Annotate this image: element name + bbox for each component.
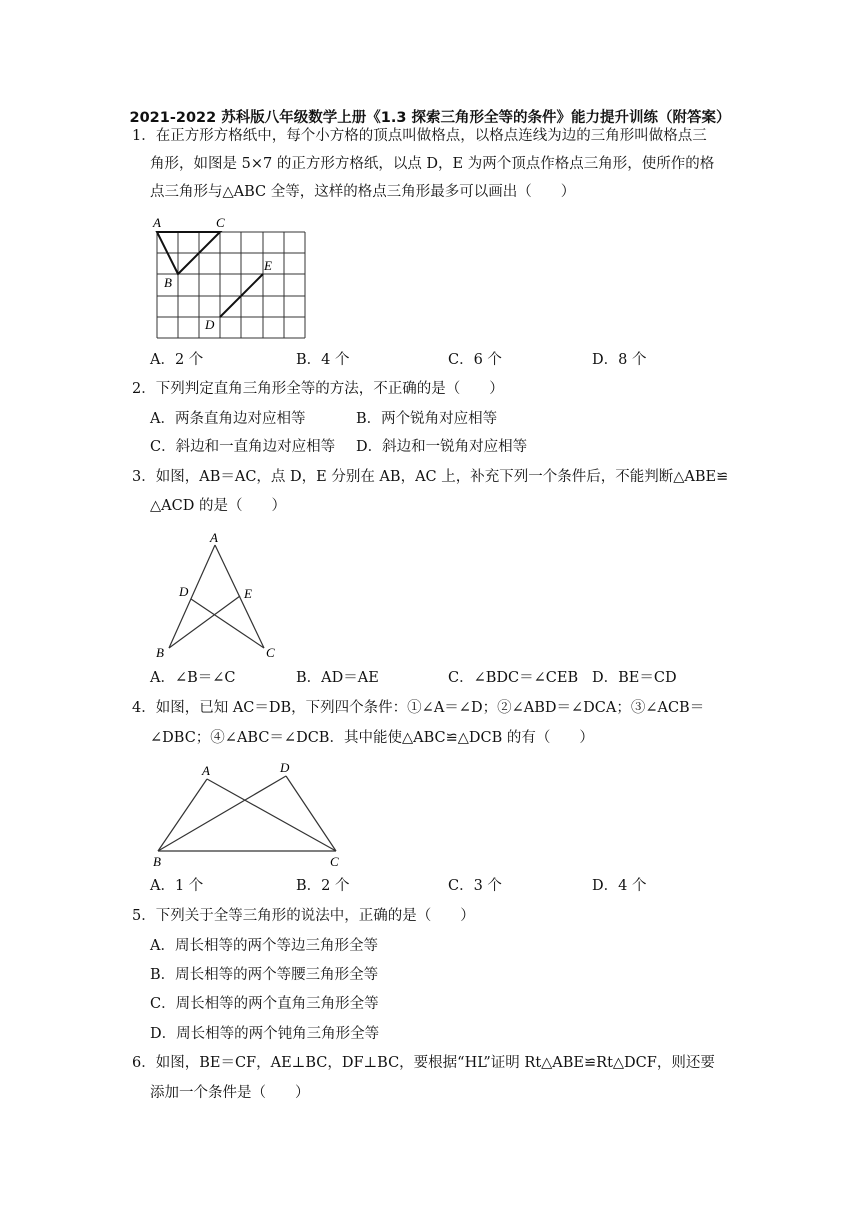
point-label-c: C	[266, 645, 275, 660]
point-label-d: D	[280, 760, 290, 775]
q3-option-b: B．AD＝AE	[296, 670, 379, 686]
q1-option-a: A．2 个	[150, 352, 204, 368]
question-4-figure	[150, 758, 355, 868]
page-title: 2021-2022 苏科版八年级数学上册《1.3 探索三角形全等的条件》能力提升训练（附答案）	[129, 110, 731, 126]
point-label-a: A	[210, 530, 218, 545]
question-4-line-2: ∠DBC；④∠ABC＝∠DCB．其中能使△ABC≌△DCB 的有（ ）	[150, 730, 594, 746]
q5-option-c: C．周长相等的两个直角三角形全等	[150, 996, 379, 1012]
point-label-b: B	[164, 275, 172, 290]
q4-option-a: A．1 个	[150, 878, 204, 894]
point-label-d: D	[179, 584, 189, 599]
point-label-e: E	[264, 258, 272, 273]
question-1-grid-figure	[150, 212, 350, 342]
point-label-a: A	[153, 215, 161, 230]
q1-option-c: C．6 个	[448, 352, 502, 368]
q5-option-a: A．周长相等的两个等边三角形全等	[150, 938, 378, 954]
grid-lines	[157, 232, 305, 338]
question-6-line-2: 添加一个条件是（ ）	[150, 1085, 310, 1101]
q2-option-b: B．两个锐角对应相等	[356, 411, 498, 427]
question-1-line-1: 1．在正方形方格纸中，每个小方格的顶点叫做格点，以格点连线为边的三角形叫做格点三	[132, 128, 707, 144]
q4-option-d: D．4 个	[592, 878, 647, 894]
question-2-line-1: 2．下列判定直角三角形全等的方法，不正确的是（ ）	[132, 381, 504, 397]
q2-option-c: C．斜边和一直角边对应相等	[150, 439, 336, 455]
question-4-line-1: 4．如图，已知 AC＝DB，下列四个条件：①∠A＝∠D；②∠ABD＝∠DCA；③∠ACB＝	[132, 700, 705, 716]
question-5-line-1: 5．下列关于全等三角形的说法中，正确的是（ ）	[132, 908, 475, 924]
question-3-line-2: △ACD 的是（ ）	[150, 498, 286, 514]
q4-option-b: B．2 个	[296, 878, 350, 894]
question-1-line-2: 角形，如图是 5×7 的正方形方格纸，以点 D，E 为两个顶点作格点三角形，使所作的格	[150, 156, 715, 172]
question-6-line-1: 6．如图，BE＝CF，AE⊥BC，DF⊥BC，要根据“HL”证明 Rt△ABE≌Rt△DCF，则还要	[132, 1055, 715, 1071]
q1-option-b: B．4 个	[296, 352, 350, 368]
q2-option-a: A．两条直角边对应相等	[150, 411, 306, 427]
point-label-c: C	[330, 854, 339, 868]
q3-option-a: A．∠B＝∠C	[150, 670, 236, 686]
q3-option-d: D．BE＝CD	[592, 670, 677, 686]
point-label-b: B	[153, 854, 161, 868]
point-label-e: E	[244, 586, 252, 601]
q1-option-d: D．8 个	[592, 352, 647, 368]
point-label-a: A	[202, 763, 210, 778]
q2-option-d: D．斜边和一锐角对应相等	[356, 439, 528, 455]
point-label-d: D	[205, 317, 215, 332]
q3-option-c: C．∠BDC＝∠CEB	[448, 670, 579, 686]
point-label-c: C	[216, 215, 225, 230]
question-1-line-3: 点三角形与△ABC 全等，这样的格点三角形最多可以画出（ ）	[150, 184, 576, 200]
q5-option-d: D．周长相等的两个钝角三角形全等	[150, 1026, 380, 1042]
question-3-line-1: 3．如图，AB＝AC，点 D，E 分别在 AB，AC 上，补充下列一个条件后，不能判断△ABE≌	[132, 469, 729, 485]
q4-option-c: C．3 个	[448, 878, 502, 894]
q5-option-b: B．周长相等的两个等腰三角形全等	[150, 967, 379, 983]
question-3-figure	[150, 528, 290, 663]
point-label-b: B	[156, 645, 164, 660]
